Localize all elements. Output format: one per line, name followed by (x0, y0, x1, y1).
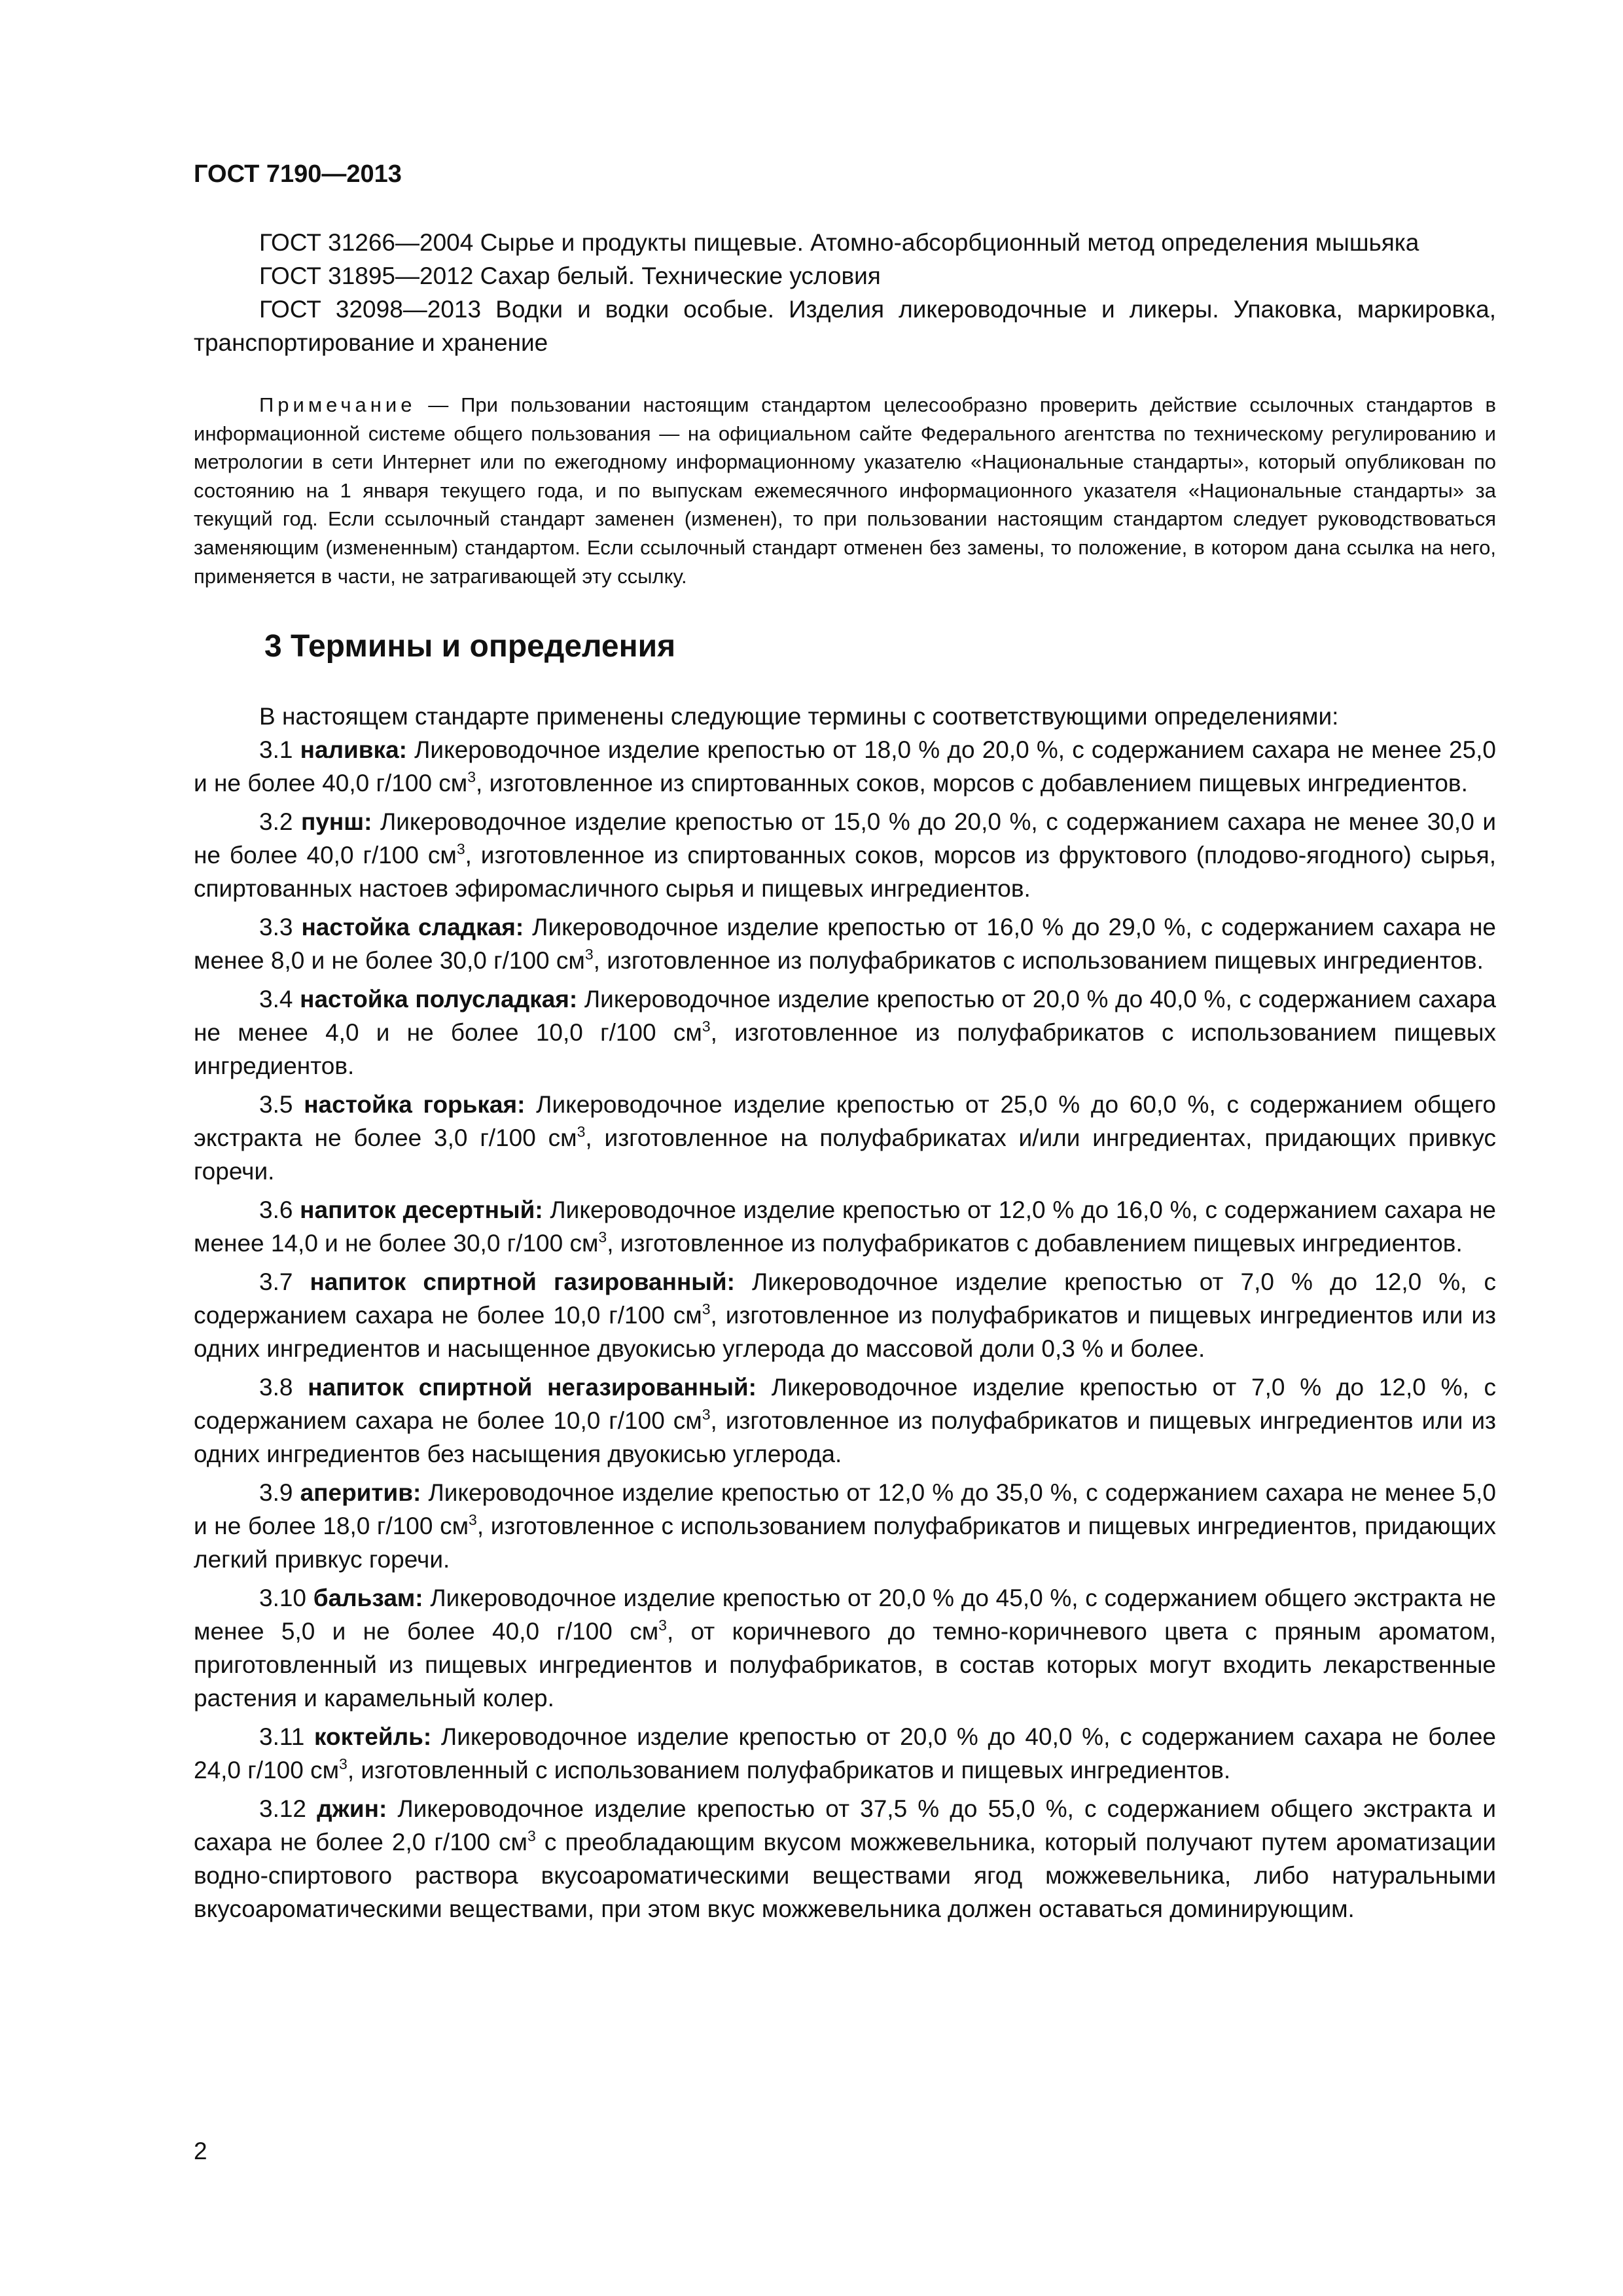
note-text: — При пользовании настоящим стандартом целесообразно проверить действие ссылочных стандартов в информационной системе общего пользования — на официальном сайте Федерального агентства по техническому регулированию и метрологии в сети Интернет или по ежегодному информационному указателю «Национальные стандарты», который опубликован по состоянию на 1 января текущего года, и по выпускам ежемесячного информационного указателя «Национальные стандарты» за текущий год. Если ссылочный стандарт заменен (изменен), то при пользовании настоящим стандартом следует руководствоваться заменяющим (измененным) стандартом. Если ссылочный стандарт отменен без замены, то положение, в котором дана ссылка на него, применяется в части, не затрагивающей эту ссылку. (194, 393, 1496, 588)
definition-text: , от коричневого до темно-коричневого цвета с пряным ароматом, приготовленный из пищевых ингредиентов и полуфабрикатов, в состав которых могут входить лекарственные растения и карамельный колер. (194, 1618, 1496, 1712)
superscript: 3 (702, 1406, 711, 1424)
definition-term: настойка полусладкая: (300, 986, 578, 1013)
definition-number: 3.12 (259, 1795, 317, 1823)
definition-term: наливка: (300, 736, 407, 764)
note-block (194, 391, 1496, 590)
superscript: 3 (584, 946, 594, 963)
definition-text: , изготовленное из полуфабрикатов с использованием пищевых ингредиентов. (593, 947, 1484, 975)
definition-number: 3.9 (259, 1479, 300, 1507)
definition-item (194, 910, 1496, 977)
definition-item (194, 1371, 1496, 1471)
definition-term: джин: (317, 1795, 387, 1823)
definition-text: , изготовленный с использованием полуфабрикатов и пищевых ингредиентов. (347, 1757, 1231, 1784)
page-body (194, 226, 1496, 1931)
superscript: 3 (598, 1229, 607, 1246)
definition-text: с преобладающим вкусом можжевельника, который получают путем ароматизации водно-спиртового раствора вкусоароматическими веществами ягод можжевельника, либо натуральными вкусоароматическими веществами, при этом вкус можжевельника должен оставаться доминирующим. (194, 1829, 1496, 1923)
definition-item (194, 1088, 1496, 1188)
definition-text: Ликероводочное изделие крепостью от 15,0 % до 20,0 %, с содержанием сахара не менее 30,0 и не более 40,0 г/100 см (194, 808, 1496, 869)
definition-number: 3.10 (259, 1585, 313, 1612)
definition-number: 3.8 (259, 1374, 308, 1401)
definition-text: Ликероводочное изделие крепостью от 7,0 % до 12,0 %, с содержанием сахара не более 10,0 г/100 см (194, 1268, 1496, 1329)
definition-item (194, 1193, 1496, 1260)
definition-item (194, 805, 1496, 905)
definition-term: напиток спиртной негазированный: (308, 1374, 757, 1401)
definition-number: 3.7 (259, 1268, 310, 1296)
superscript: 3 (467, 768, 476, 786)
definition-text: , изготовленное из полуфабрикатов с добавлением пищевых ингредиентов. (607, 1230, 1463, 1257)
definition-item (194, 733, 1496, 800)
definition-term: напиток десертный: (300, 1196, 543, 1224)
definition-item (194, 1476, 1496, 1576)
superscript: 3 (469, 1511, 477, 1529)
definition-term: напиток спиртной газированный: (310, 1268, 735, 1296)
definition-item (194, 1792, 1496, 1926)
definition-number: 3.2 (259, 808, 301, 836)
definition-item (194, 1720, 1496, 1787)
definition-item (194, 982, 1496, 1083)
definition-text: , изготовленное из полуфабрикатов и пищевых ингредиентов или из одних ингредиентов без насыщения двуокисью углерода. (194, 1407, 1496, 1468)
normative-references-list (194, 226, 1496, 359)
superscript: 3 (527, 1827, 536, 1845)
definition-text: Ликероводочное изделие крепостью от 20,0 % до 45,0 %, с содержанием общего экстракта не менее 5,0 и не более 40,0 г/100 см (194, 1585, 1496, 1645)
definition-term: бальзам: (313, 1585, 423, 1612)
definition-text: Ликероводочное изделие крепостью от 25,0 % до 60,0 %, с содержанием общего экстракта не более 3,0 г/100 см (194, 1091, 1497, 1152)
definition-text: Ликероводочное изделие крепостью от 7,0 % до 12,0 %, с содержанием сахара не более 10,0 г/100 см (194, 1374, 1497, 1435)
note-paragraph (194, 391, 1496, 590)
definition-number: 3.1 (259, 736, 300, 764)
definition-text: , изготовленное из спиртованных соков, морсов с добавлением пищевых ингредиентов. (476, 770, 1468, 797)
definition-term: аперитив: (300, 1479, 421, 1507)
definition-text: , изготовленное на полуфабрикатах и/или ингредиентах, придающих привкус горечи. (194, 1124, 1496, 1185)
definition-number: 3.11 (259, 1723, 315, 1751)
superscript: 3 (702, 1300, 711, 1318)
definition-number: 3.4 (259, 986, 300, 1013)
definition-text: Ликероводочное изделие крепостью от 20,0 % до 40,0 %, с содержанием сахара не более 24,0 г/100 см (194, 1723, 1497, 1784)
superscript: 3 (339, 1755, 348, 1773)
definition-term: настойка горькая: (304, 1091, 526, 1119)
definition-text: , изготовленное с использованием полуфабрикатов и пищевых ингредиентов, придающих легкий привкус горечи. (194, 1513, 1496, 1573)
definitions-list (194, 700, 1496, 1926)
definition-text: Ликероводочное изделие крепостью от 18,0 % до 20,0 %, с содержанием сахара не менее 25,0 и не более 40,0 г/100 см (194, 736, 1497, 797)
document-header: ГОСТ 7190—2013 (194, 160, 402, 188)
definition-item (194, 1581, 1496, 1715)
definition-term: коктейль: (314, 1723, 432, 1751)
note-label: Примечание (259, 393, 416, 416)
definition-term: пунш: (300, 808, 372, 836)
definition-text: Ликероводочное изделие крепостью от 12,0 % до 16,0 %, с содержанием сахара не менее 14,0 и не более 30,0 г/100 см (194, 1196, 1496, 1257)
definition-text: , изготовленное из полуфабрикатов с использованием пищевых ингредиентов. (194, 1019, 1496, 1080)
superscript: 3 (658, 1617, 667, 1634)
page-number: 2 (194, 2138, 207, 2164)
definition-text: , изготовленное из полуфабрикатов и пищевых ингредиентов или из одних ингредиентов и насыщенное двуокисью углерода до массовой доли 0,3 % и более. (194, 1302, 1496, 1363)
superscript: 3 (702, 1018, 711, 1035)
definition-text: Ликероводочное изделие крепостью от 12,0 % до 35,0 %, с содержанием сахара не менее 5,0 и не более 18,0 г/100 см (194, 1479, 1496, 1540)
definition-text: Ликероводочное изделие крепостью от 16,0 % до 29,0 %, с содержанием сахара не менее 8,0 и не более 30,0 г/100 см (194, 914, 1496, 975)
superscript: 3 (456, 840, 465, 858)
definition-item (194, 1265, 1496, 1365)
definition-text: , изготовленное из спиртованных соков, морсов из фруктового (плодово-ягодного) сырья, спиртованных настоев эфиромасличного сырья и пищевых ингредиентов. (194, 842, 1496, 903)
section-intro: В настоящем стандарте применены следующие термины с соответствующими определениями: (259, 703, 1339, 730)
reference-item: ГОСТ 31895—2012 Сахар белый. Технические условия (259, 262, 881, 289)
superscript: 3 (577, 1123, 586, 1141)
definition-number: 3.5 (259, 1091, 304, 1119)
definition-number: 3.3 (259, 914, 302, 941)
definition-text: Ликероводочное изделие крепостью от 37,5 % до 55,0 %, с содержанием общего экстракта и сахара не более 2,0 г/100 см (194, 1795, 1496, 1856)
definition-number: 3.6 (259, 1196, 300, 1224)
section-title: 3 Термины и определения (264, 629, 676, 664)
definition-term: настойка сладкая: (301, 914, 524, 941)
reference-item: ГОСТ 31266—2004 Сырье и продукты пищевые. Атомно-абсорбционный метод определения мышьяка (259, 229, 1419, 256)
reference-item: ГОСТ 32098—2013 Водки и водки особые. Изделия ликероводочные и ликеры. Упаковка, маркировка, транспортирование и хранение (194, 296, 1496, 356)
definition-text: Ликероводочное изделие крепостью от 20,0 % до 40,0 %, с содержанием сахара не менее 4,0 и не более 10,0 г/100 см (194, 986, 1497, 1047)
